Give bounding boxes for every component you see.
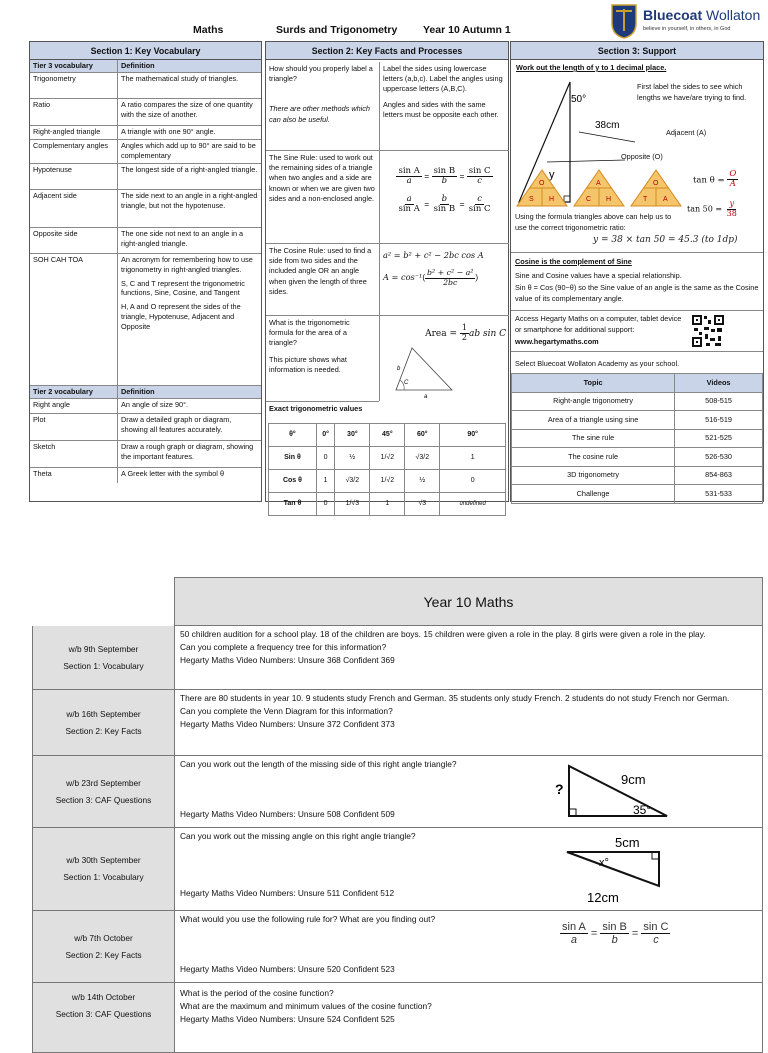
topic-name: Area of a triangle using sine [512,411,675,430]
plan-title: Year 10 Maths [174,577,763,626]
topic-videos: 521-525 [675,429,763,448]
ft-h1: H [549,196,555,203]
plan-row [32,756,763,828]
formula-result: y = 38 × tan 50 = 45.3 (to 1dp) [593,235,738,245]
f-sinC2: sin C [468,204,491,215]
topic-name: 3D trigonometry [512,466,675,485]
missing-side-triangle [555,762,685,822]
support-side: 38cm [595,120,620,131]
trig-c: 1/√2 [370,470,405,493]
section3-support [510,41,764,502]
sine-rule-question: $\frac{\text{sin A}}{a}$ = $\frac{\text{sin B}}{b}$ = $\frac{\text{sin C}}{c}$ [562,921,669,947]
topic-videos: 516-519 [675,411,763,430]
plan-section: Section 2: Key Facts [65,949,142,960]
section2-key-facts [265,41,509,508]
trig-h: 60° [405,424,440,447]
f-c: c [477,176,483,187]
ft-t3: T [643,196,648,203]
cos-A: A = cos⁻¹ [383,272,423,283]
select-school: Select Bluecoat Wollaton Academy as your school. [515,359,680,368]
vocab-term: SOH CAH TOA [30,254,118,385]
vocab-term: Adjacent side [30,190,118,227]
f-sinC: sin C [468,166,491,176]
plan-row [32,690,763,756]
area-2: 2 [461,332,467,342]
t1-q: ? [555,781,564,797]
trig-c: 1/√3 [335,493,370,516]
vocab-def: Draw a rough graph or diagram, showing the important features. [121,441,254,461]
vocab-term: Ratio [30,99,118,125]
f-sinB2: sin B [433,204,456,215]
vocab-def: The one side not next to an angle in a right-angled triangle. [121,228,244,248]
tan-label: tan θ = [693,175,725,186]
q-a: a [570,934,577,947]
plan-week: w/b 23rd September [66,777,141,788]
t2-5cm: 5cm [615,835,640,850]
school-logo [610,3,768,41]
exact-trig-table [268,423,506,516]
vocab-term: Opposite side [30,228,118,253]
plan-hegarty: Hegarty Maths Video Numbers: Unsure 372 Confident 373 [180,719,395,730]
cosine-rule-text: The Cosine Rule: used to find a side from two sides and the included angle OR an angle when given the length of three sides. [266,243,379,315]
area-absinc: ab sin C [468,328,506,339]
f-a2: a [406,193,412,204]
vocab-term: Right angle [30,399,118,413]
plan-section: Section 3: CAF Questions [55,794,152,805]
tan-y: y [729,199,735,208]
header-topic: Surds and Trigonometry [276,24,398,36]
ft-c2: C [586,196,592,203]
label-answer-1: Label the sides using lowercase letters (a,b,c). Label the angles using uppercase letters (A,B,C). [383,64,503,94]
trig-c: ½ [405,470,440,493]
definition-header-2: Definition [121,386,155,396]
plan-row [32,911,763,983]
plan-week: w/b 30th September [66,855,141,866]
plan-week: w/b 9th September [68,643,139,654]
trig-c: Tan θ [269,493,317,516]
ft-a3: A [663,196,668,203]
logo-name2: Wollaton [702,7,761,23]
topic-name: Challenge [512,485,675,504]
exact-values-title: Exact trigonometric values [266,401,379,419]
vocab-term: Hypotenuse [30,164,118,189]
trig-c: 0 [316,447,334,470]
trig-c: 1 [316,470,334,493]
f-a: a [406,176,412,187]
t1-9cm: 9cm [621,772,646,787]
f-c2: c [477,193,483,204]
area-label: Area = [425,328,457,339]
vocab-def: Angles which add up to 90° are said to be complementary [121,140,256,160]
trig-c: 0 [316,493,334,516]
trig-c: 1 [370,493,405,516]
vocab-def: The mathematical study of triangles. [121,73,239,83]
plan-hegarty: Hegarty Maths Video Numbers: Unsure 508 Confident 509 [180,809,395,820]
cosine-rule-formula: a² = b² + c² − 2bc cos A A = cos⁻¹( $\frac{\text{b² + c² − a²}}{2bc}$ ) [379,243,509,315]
header-subject: Maths [193,24,224,36]
q-sinB: sin B [602,921,627,933]
f-sinB: sin B [433,166,456,176]
section2-title: Section 2: Key Facts and Processes [266,42,508,60]
cos-den: 2bc [443,278,458,288]
f-b: b [441,176,448,187]
tan-o: O [729,169,737,179]
plan-week: w/b 16th September [66,708,141,719]
section1-title: Section 1: Key Vocabulary [30,42,261,60]
header-year: Year 10 Autumn 1 [423,24,511,36]
topic-videos: 531-533 [675,485,763,504]
support-y: y [549,169,555,181]
support-note: First label the sides to see which lengths we have/are trying to find. [637,82,747,102]
f-b2: b [441,193,448,204]
vocab-def: A triangle with one 90° angle. [121,126,216,136]
area-1: 1 [461,323,467,332]
topic-videos: 508-515 [675,392,763,411]
vocab-term: Right-angled triangle [30,126,118,139]
plan-hegarty: Hegarty Maths Video Numbers: Unsure 511 Confident 512 [180,888,395,899]
plan-line: Can you complete a frequency tree for this information? [180,642,387,653]
vocab-def: The side next to an angle in a right-angled triangle, but not the hypotenuse. [121,190,258,210]
plan-row [32,626,763,690]
videos-header: Videos [675,374,763,393]
ft-o3: O [653,180,659,187]
support-opposite: Opposite (O) [621,152,663,161]
hegarty-url[interactable]: www.hegartymaths.com [515,337,599,346]
logo-tagline: believe in yourself, in others, in God [643,26,731,32]
plan-line: What are the maximum and minimum values of the cosine function? [180,1001,432,1012]
vocab-term: Complementary angles [30,140,118,163]
cos-complement-title: Cosine is the complement of Sine [515,257,632,266]
vocab-term: Sketch [30,441,118,467]
plan-line: There are 80 students in year 10. 9 students study French and German. 35 students only study French. 2 students do not study French nor German. [180,693,730,703]
ft-h2: H [606,196,612,203]
area-picture-note: This picture shows what information is needed. [269,354,347,374]
tan-a: A [729,179,736,190]
plan-hegarty: Hegarty Maths Video Numbers: Unsure 524 Confident 525 [180,1014,395,1025]
plan-line: What would you use the following rule for? What are you finding out? [180,914,436,924]
trig-c: 1 [440,447,506,470]
plan-line: What is the period of the cosine function? [180,988,334,998]
area-tri-C: C [404,380,409,386]
label-answer-2: Angles and sides with the same letters must be opposite each other. [383,99,499,119]
t2-12cm: 12cm [587,890,619,905]
tan-38: 38 [726,208,737,218]
vocab-term: Trigonometry [30,73,118,98]
q-sinA: sin A [562,921,586,933]
plan-line: Can you work out the length of the missing side of this right angle triangle? [180,759,457,769]
plan-week: w/b 7th October [74,932,133,943]
support-angle: 50° [571,94,587,105]
q-b: b [611,934,618,947]
plan-line: Can you work out the missing angle on this right angle triangle? [180,831,416,841]
plan-row [32,828,763,911]
soh-def-3: H, A and O represent the sides of the triangle, Hypotenuse, Adjacent and Opposite [121,302,241,331]
q-sinC: sin C [643,921,669,933]
tier3-header: Tier 3 vocabulary [30,60,118,72]
tan50-label: tan 50 = [687,204,723,214]
trig-c: ½ [335,447,370,470]
trig-h: 45° [370,424,405,447]
trig-c: √3 [405,493,440,516]
vocab-def: A ratio compares the size of one quantity with the size of another. [121,99,253,119]
ft-a2: A [596,180,601,187]
cos-complement-1: Sine and Cosine values have a special relationship. [515,271,682,280]
vocab-def: Draw a detailed graph or diagram, showing all features accurately. [121,414,232,434]
area-triangle-diagram [384,344,454,400]
plan-section: Section 2: Key Facts [65,725,142,736]
plan-row [32,983,763,1053]
vocab-def: An angle of size 90°. [121,399,189,409]
trig-h: θ° [269,424,317,447]
vocab-term: Plot [30,414,118,440]
ft-o1: O [539,180,545,187]
plan-hegarty: Hegarty Maths Video Numbers: Unsure 368 Confident 369 [180,655,395,666]
plan-section: Section 1: Vocabulary [63,660,144,671]
sine-rule-formula: $\frac{\text{sin A}}{a}$ = $\frac{\text{sin B}}{b}$ = $\frac{\text{sin C}}{c}$ $\frac{a}{\text{sin A}}$ = $\frac{b}{\text{sin B}}$ = $\frac{c}{\text{sin C}}$ [379,150,509,243]
q-c: c [653,934,659,947]
trig-c: √3/2 [335,470,370,493]
cos-eq: a² = b² + c² − 2bc cos A [383,250,484,260]
plan-line: Can you complete the Venn Diagram for this information? [180,706,393,717]
support-question: Work out the length of y to 1 decimal place. [516,63,667,72]
topic-header: Topic [512,374,675,393]
crest-icon [610,3,638,39]
ft-s1: S [529,196,534,203]
hegarty-access: Access Hegarty Maths on a computer, tablet device or smartphone for additional support: [515,314,682,334]
trig-h: 0° [316,424,334,447]
vocab-def: The longest side of a right-angled triangle. [121,164,258,174]
plan-hegarty: Hegarty Maths Video Numbers: Unsure 520 Confident 523 [180,964,395,975]
section3-title: Section 3: Support [511,42,763,60]
f-sinA: sin A [398,166,420,176]
formula-text: Using the formula triangles above can help us to use the correct trigonometric ratio: [515,212,672,232]
qr-code-icon [691,314,725,348]
topic-name: The cosine rule [512,448,675,467]
definition-header: Definition [121,61,155,70]
soh-def-1: An acronym for remembering how to use trigonometry in right-angled triangles. [121,254,253,274]
tier2-header: Tier 2 vocabulary [30,386,118,398]
vocab-term: Theta [30,468,118,483]
trig-c: undefined [440,493,506,516]
cos-complement-2: Sin θ = Cos (90−θ) so the Sine value of an angle is the same as the Cosine value of its complementary angle. [515,283,759,304]
topic-videos: 854-863 [675,466,763,485]
area-tri-a: a [424,394,428,400]
topic-name: The sine rule [512,429,675,448]
topic-videos: 526-530 [675,448,763,467]
topic-name: Right-angle trigonometry [512,392,675,411]
plan-line: 50 children audition for a school play. 18 of the children are boys. 15 children were given a role in the play. 8 girls were given a role in the play. [180,629,706,639]
trig-c: 0 [440,470,506,493]
vocab-def: A Greek letter with the symbol θ [121,468,225,478]
plan-section: Section 1: Vocabulary [63,872,144,882]
section1-vocabulary [29,41,262,502]
trig-h: 90° [440,424,506,447]
sine-rule-text: The Sine Rule: used to work out the remaining sides of a triangle when two angles and a side are known or when we are given two sides and a non-enclosed angle. [266,150,379,243]
t2-x: x° [599,857,609,869]
plan-section: Section 3: CAF Questions [55,1008,152,1019]
soh-def-2: S, C and T represent the trigonometric functions, Sine, Cosine, and Tangent [121,278,245,298]
cos-num: b² + c² − a² [427,268,474,278]
topics-table [511,373,763,504]
f-sinA2: sin A [398,204,420,215]
label-other-methods: There are other methods which can also be useful. [269,104,370,124]
trig-c: Cos θ [269,470,317,493]
logo-name: Bluecoat [643,7,703,23]
trig-c: 1/√2 [370,447,405,470]
trig-c: √3/2 [405,447,440,470]
support-adjacent: Adjacent (A) [666,128,707,137]
formula-triangles [515,166,685,210]
trig-c: Sin θ [269,447,317,470]
plan-week: w/b 14th October [71,992,136,1002]
missing-angle-triangle [563,832,693,908]
label-question: How should you properly label a triangle? [269,64,373,84]
t1-35: 35° [633,803,652,817]
area-tri-b: b [397,366,401,372]
trig-h: 30° [335,424,370,447]
area-question: What is the trigonometric formula for the area of a triangle? [269,318,350,348]
